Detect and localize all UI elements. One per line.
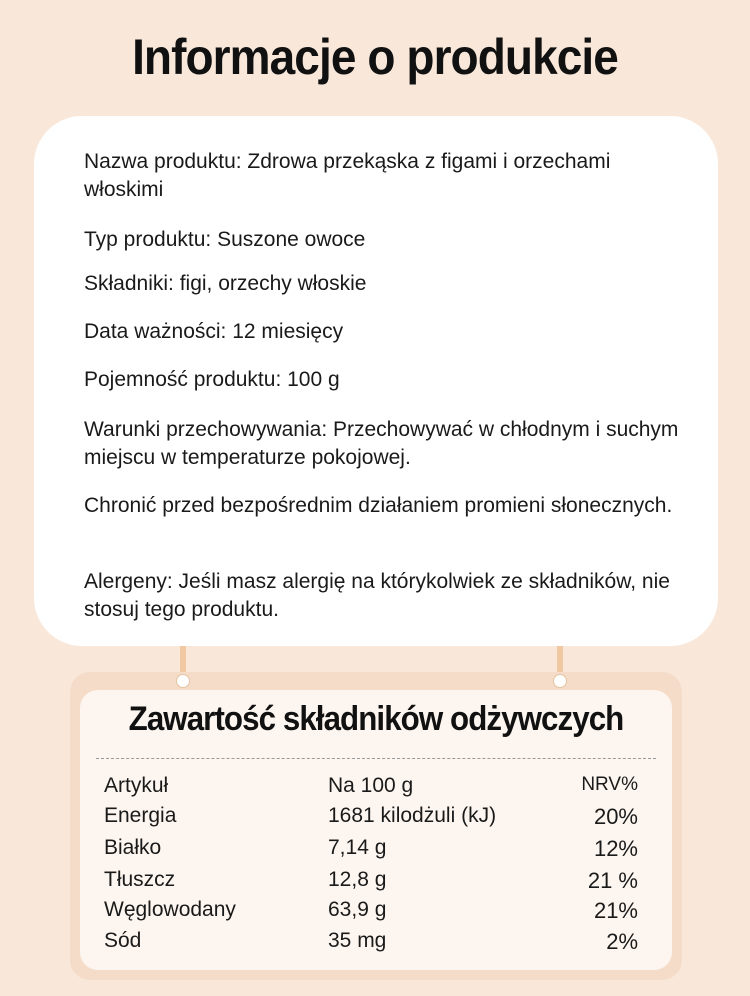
info-line-ingredients: Składniki: figi, orzechy włoskie [84, 272, 367, 295]
info-line-shelf-life: Data ważności: 12 miesięcy [84, 320, 344, 343]
info-line-sun-warning: Chronić przed bezpośrednim działaniem promieni słonecznych. [84, 494, 673, 517]
header-per100: Na 100 g [328, 774, 414, 797]
info-line-product-name: Nazwa produktu: Zdrowa przekąska z figami i orzechami włoskimi [84, 150, 611, 201]
row-per100: 12,8 g [328, 868, 387, 891]
row-item: Energia [104, 804, 177, 827]
nutrition-row-fat [104, 868, 638, 898]
nutrition-header-row [104, 774, 638, 804]
info-line-storage: Warunki przechowywania: Przechowywać w chłodnym i suchym miejscu w temperaturze pokojowej. [84, 418, 679, 469]
info-line-product-type: Typ produktu: Suszone owoce [84, 228, 366, 251]
info-line-allergens: Alergeny: Jeśli masz alergię na którykolwiek ze składników, nie stosuj tego produktu. [84, 570, 670, 621]
row-nrv: 21 % [587, 868, 638, 893]
row-nrv: 2% [606, 929, 638, 954]
nutrition-row-carbohydrates [104, 898, 638, 928]
row-item: Białko [104, 836, 162, 859]
row-item: Węglowodany [104, 898, 236, 921]
info-line-net-content: Pojemność produktu: 100 g [84, 368, 340, 391]
row-nrv: 20% [593, 804, 638, 829]
nutrition-row-protein [104, 836, 638, 866]
header-nrv: NRV% [581, 774, 638, 795]
nutrition-divider [96, 758, 656, 759]
hanger-dot-right [553, 674, 567, 688]
product-info-card [34, 116, 718, 646]
row-item: Sód [104, 929, 142, 952]
row-nrv: 21% [593, 898, 638, 923]
row-item: Tłuszcz [104, 868, 176, 891]
row-per100: 63,9 g [328, 898, 387, 921]
row-per100: 35 mg [328, 929, 387, 952]
page-title: Informacje o produkcie [132, 29, 618, 85]
hanger-dot-left [176, 674, 190, 688]
row-nrv: 12% [593, 836, 638, 861]
nutrition-row-energy [104, 804, 638, 834]
nutrition-row-sodium [104, 929, 638, 959]
row-per100: 1681 kilodżuli (kJ) [328, 804, 497, 827]
nutrition-title: Zawartość składników odżywczych [128, 700, 624, 738]
row-per100: 7,14 g [328, 836, 387, 859]
header-item: Artykuł [104, 774, 169, 797]
